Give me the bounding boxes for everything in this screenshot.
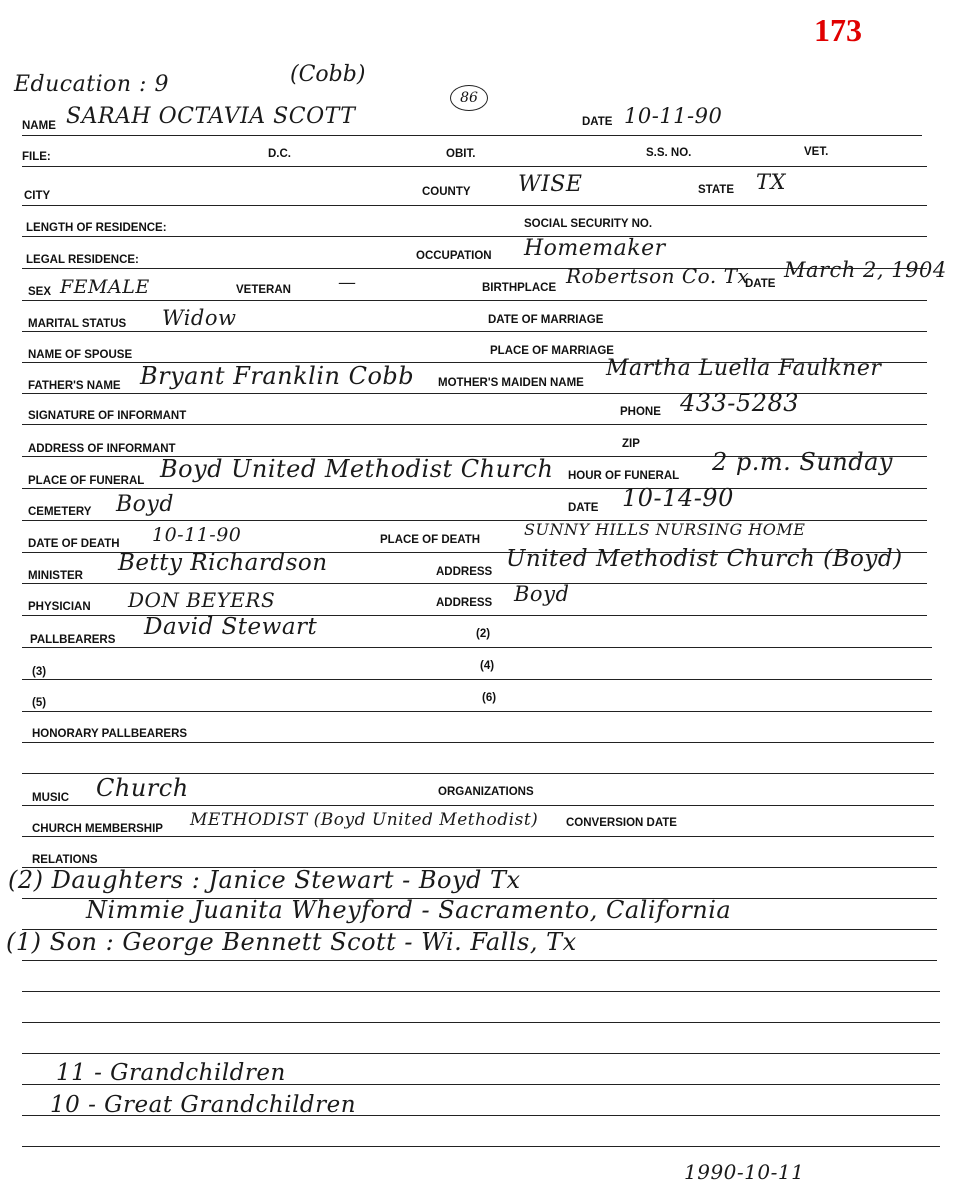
relations-line-6 (22, 1022, 940, 1023)
relations-line-9 (22, 1115, 940, 1116)
minister-label: MINISTER (28, 570, 83, 582)
county-label: COUNTY (422, 186, 471, 198)
pallbearer-1: David Stewart (144, 614, 318, 640)
pallbearer-4-label: (4) (480, 660, 495, 672)
cemetery-label: CEMETERY (28, 506, 92, 518)
birthplace-label: BIRTHPLACE (482, 282, 557, 294)
relations-label: RELATIONS (32, 854, 98, 866)
relations-line-10 (22, 1146, 940, 1147)
occupation-value: Homemaker (524, 236, 666, 261)
name-line (22, 135, 922, 136)
veteran-label: VETERAN (236, 284, 291, 296)
church-membership-label: CHURCH MEMBERSHIP (32, 823, 163, 835)
relations-line-daughters: (2) Daughters : Janice Stewart - Boyd Tx (8, 866, 521, 894)
informant-address-label: ADDRESS OF INFORMANT (28, 443, 176, 455)
funeral-hour-value: 2 p.m. Sunday (712, 448, 893, 476)
pallbearer-5-label: (5) (32, 697, 47, 709)
music-value: Church (96, 774, 189, 802)
length-of-residence-label: LENGTH OF RESIDENCE: (26, 222, 167, 234)
sex-value: FEMALE (60, 276, 150, 298)
death-place-value: SUNNY HILLS NURSING HOME (524, 520, 806, 539)
obit-label: OBIT. (446, 148, 476, 160)
state-value: TX (756, 170, 786, 194)
great-grandchildren-note: 10 - Great Grandchildren (50, 1092, 357, 1118)
funeral-hour-label: HOUR OF FUNERAL (568, 470, 680, 482)
relations-line-son: (1) Son : George Bennett Scott - Wi. Falls, Tx (6, 928, 577, 956)
sex-line (22, 300, 927, 301)
occupation-label: OCCUPATION (416, 250, 492, 262)
cemetery-value: Boyd (116, 492, 174, 517)
physician-address-label: ADDRESS (436, 597, 493, 609)
funeral-label: PLACE OF FUNERAL (28, 475, 145, 487)
honorary-line (22, 742, 934, 743)
pallbearer-6-label: (6) (482, 692, 497, 704)
maiden-name-parenthetical: (Cobb) (290, 62, 366, 87)
spouse-label: NAME OF SPOUSE (28, 349, 133, 361)
maiden-name: Cobb (298, 62, 357, 87)
cemetery-date-label: DATE (568, 502, 599, 514)
education-note: Education : 9 (14, 72, 169, 97)
marital-line (22, 331, 927, 332)
minister-address-label: ADDRESS (436, 566, 493, 578)
dc-label: D.C. (268, 148, 291, 160)
pallbearer-2-label: (2) (476, 628, 491, 640)
pallbearers-line (22, 647, 932, 648)
music-line (22, 805, 934, 806)
conversion-date-label: CONVERSION DATE (566, 817, 677, 829)
zip-label: ZIP (622, 438, 640, 450)
father-label: FATHER'S NAME (28, 380, 121, 392)
vet-label: VET. (804, 146, 829, 158)
father-value: Bryant Franklin Cobb (140, 362, 415, 390)
name-value: SARAH OCTAVIA SCOTT (66, 104, 356, 129)
physician-address-value: Boyd (514, 582, 570, 606)
veteran-value: — (338, 272, 357, 293)
grandchildren-note: 11 - Grandchildren (56, 1060, 286, 1086)
place-of-marriage-label: PLACE OF MARRIAGE (490, 345, 614, 357)
physician-value: DON BEYERS (128, 588, 276, 612)
marital-status-value: Widow (162, 306, 237, 330)
relations-line-7 (22, 1053, 940, 1054)
minister-address-value: United Methodist Church (Boyd) (506, 546, 903, 572)
city-label: CITY (24, 190, 51, 202)
mother-value: Martha Luella Faulkner (606, 356, 882, 381)
informant-line (22, 424, 927, 425)
date-label: DATE (582, 116, 613, 128)
age-circle: 86 (450, 85, 488, 111)
death-date-value: 10-11-90 (152, 524, 242, 546)
funeral-value: Boyd United Methodist Church (160, 455, 554, 483)
physician-label: PHYSICIAN (28, 601, 91, 613)
marital-status-label: MARITAL STATUS (28, 318, 127, 330)
cemetery-date-value: 10-14-90 (622, 484, 734, 512)
honorary-pallbearers-label: HONORARY PALLBEARERS (32, 728, 188, 740)
birth-date-label: DATE (745, 278, 776, 290)
mother-label: MOTHER'S MAIDEN NAME (438, 377, 584, 389)
pallbearer-3-label: (3) (32, 666, 47, 678)
city-line (22, 205, 927, 206)
sex-label: SEX (28, 286, 52, 298)
state-label: STATE (698, 184, 734, 196)
phone-value: 433-5283 (680, 389, 799, 417)
organizations-label: ORGANIZATIONS (438, 786, 534, 798)
pallbearers-line-3 (22, 711, 932, 712)
minister-value: Betty Richardson (118, 550, 328, 576)
relations-line-8 (22, 1084, 940, 1085)
pallbearers-line-2 (22, 679, 932, 680)
minister-line (22, 583, 927, 584)
music-label: MUSIC (32, 792, 70, 804)
relations-line-daughter-2: Nimmie Juanita Wheyford - Sacramento, California (86, 896, 732, 924)
file-label: FILE: (22, 151, 51, 163)
legal-residence-label: LEGAL RESIDENCE: (26, 254, 139, 266)
date-value: 10-11-90 (624, 104, 723, 128)
county-value: WISE (518, 172, 583, 197)
birth-date-value: March 2, 1904 (784, 258, 947, 282)
relations-line-4 (22, 960, 937, 961)
phone-label: PHONE (620, 406, 661, 418)
church-membership-value: METHODIST (Boyd United Methodist) (190, 810, 539, 830)
pallbearers-label: PALLBEARERS (30, 634, 116, 646)
footer-date: 1990-10-11 (684, 1160, 805, 1184)
file-line (22, 166, 927, 167)
death-date-label: DATE OF DEATH (28, 538, 120, 550)
page-number: 173 (814, 12, 862, 48)
residence-line (22, 236, 927, 237)
date-of-marriage-label: DATE OF MARRIAGE (488, 314, 604, 326)
death-place-label: PLACE OF DEATH (380, 534, 481, 546)
funeral-line (22, 488, 927, 489)
name-label: NAME (22, 120, 56, 132)
informant-label: SIGNATURE OF INFORMANT (28, 410, 187, 422)
relations-line-5 (22, 991, 940, 992)
social-security-label: SOCIAL SECURITY NO. (524, 218, 653, 230)
ssno-label: S.S. NO. (646, 147, 692, 159)
church-line (22, 836, 934, 837)
birthplace-value: Robertson Co. Tx (566, 264, 750, 288)
